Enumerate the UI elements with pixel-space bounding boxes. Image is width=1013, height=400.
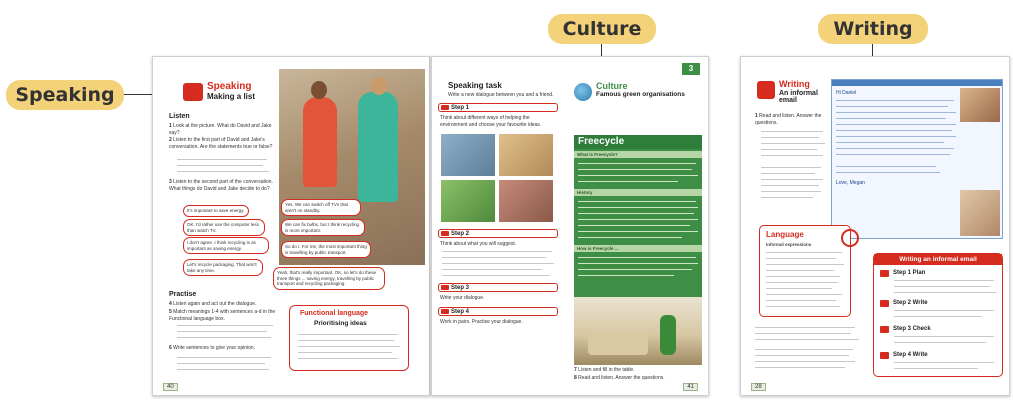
step-2-text: Think about what you will suggest. <box>440 241 517 247</box>
text-line <box>298 340 394 341</box>
text-line <box>177 369 269 370</box>
text-line <box>755 339 859 340</box>
text-line <box>177 171 269 172</box>
text-line <box>578 263 698 264</box>
speaking-task-title: Speaking task <box>448 81 502 90</box>
photo-woman <box>498 133 554 177</box>
text-line <box>894 342 986 343</box>
text-line <box>578 275 674 276</box>
text-line <box>766 270 834 271</box>
text-line <box>761 185 819 186</box>
writing-step-1: Step 1 Plan <box>880 270 996 276</box>
dialogue-bubble: Yeah, that's really important. OK, so let's do these three things ... saving energy, travelling by public transport and recycling packaging. <box>273 267 385 290</box>
text-line <box>298 358 398 359</box>
question-3: 3 Listen to the second part of the conversation. What things do David and Jake decide to do? <box>169 179 273 192</box>
speaking-title: Speaking <box>207 81 252 92</box>
boy-head-right <box>371 77 387 95</box>
boy-figure-right <box>358 92 398 202</box>
text-line <box>761 137 819 138</box>
listen-heading: Listen <box>169 113 190 120</box>
step-2-label: Step 2 <box>438 229 558 238</box>
speaking-callout: Speaking <box>6 80 124 110</box>
sofa-shape <box>588 333 648 355</box>
text-line <box>894 310 994 311</box>
dialogue-bubble: Yes. We can switch off TVs that aren't on standby. <box>281 199 361 216</box>
photo-cycling <box>440 133 496 177</box>
text-line <box>761 149 817 150</box>
text-line <box>894 292 996 293</box>
text-line <box>894 280 994 281</box>
text-line <box>766 300 836 301</box>
text-line <box>578 163 696 164</box>
text-line <box>761 143 825 144</box>
text-line <box>755 367 845 368</box>
globe-icon <box>574 83 592 101</box>
text-line <box>894 362 994 363</box>
text-line <box>761 167 821 168</box>
step-4-text: Work in pairs. Practise your dialogue. <box>440 319 523 325</box>
question-4: 4 Listen again and act out the dialogue. <box>169 301 257 307</box>
text-line <box>578 237 682 238</box>
text-line <box>442 275 550 276</box>
text-line <box>442 257 546 258</box>
question-2: 2 Listen to the first part of David and Jake's conversation. Are the statements true or false? <box>169 137 273 150</box>
text-line <box>836 100 954 101</box>
text-line <box>177 159 267 160</box>
question-8: 8 Read and listen. Answer the questions. <box>574 375 665 381</box>
email-title-bar <box>832 80 1002 86</box>
email-photo-2 <box>960 190 1000 236</box>
pen-icon <box>757 81 775 99</box>
freecycle-banner: Freecycle <box>574 135 702 149</box>
text-line <box>761 191 821 192</box>
text-line <box>836 130 952 131</box>
text-line <box>766 264 844 265</box>
question-6: 6 Write sentences to give your opinion. <box>169 345 256 351</box>
text-line <box>766 288 832 289</box>
text-line <box>578 169 692 170</box>
step-3-text: Write your dialogue. <box>440 295 485 301</box>
text-line <box>755 349 853 350</box>
magnifier-icon <box>841 229 859 247</box>
history-heading: History <box>574 189 702 196</box>
text-line <box>766 252 842 253</box>
culture-page <box>431 56 709 396</box>
email-greeting: Hi Daniel <box>836 90 857 96</box>
language-title: Language <box>766 230 804 239</box>
writing-step-4: Step 4 Write <box>880 352 996 358</box>
question-1: 1 Look at the picture. What do David and Jake say? <box>169 123 272 136</box>
text-line <box>177 363 265 364</box>
email-window <box>831 79 1003 239</box>
text-line <box>761 173 815 174</box>
dialogue-bubble: Let's recycle packaging. That won't take any time. <box>183 259 263 276</box>
culture-callout: Culture <box>548 14 656 44</box>
text-line <box>761 197 813 198</box>
text-line <box>836 148 954 149</box>
text-line <box>761 131 823 132</box>
text-line <box>836 166 936 167</box>
culture-title: Culture <box>596 81 628 91</box>
text-line <box>298 352 392 353</box>
writing-steps-box <box>873 253 1003 377</box>
text-line <box>836 112 956 113</box>
person-figure <box>660 315 676 355</box>
step-1-text: Think about different ways of helping the environment and choose your favourite ideas. <box>440 115 542 128</box>
writing-step-3: Step 3 Check <box>880 326 996 332</box>
text-line <box>836 172 940 173</box>
text-line <box>177 325 273 326</box>
language-subtitle: Informal expressions <box>766 242 812 247</box>
text-line <box>761 179 823 180</box>
functional-language-title: Functional language <box>300 310 369 317</box>
dialogue-bubble: I don't agree. I think recycling is as important as saving energy. <box>183 237 269 254</box>
text-line <box>578 269 692 270</box>
text-line <box>755 333 851 334</box>
writing-callout: Writing <box>818 14 928 44</box>
writing-page <box>740 56 1010 396</box>
text-line <box>894 316 982 317</box>
text-line <box>894 368 978 369</box>
speaking-subtitle: Making a list <box>207 92 256 101</box>
boy-head-left <box>311 81 327 99</box>
text-line <box>755 355 849 356</box>
what-is-heading: What is Freecycle? <box>574 151 702 158</box>
sofa-photo <box>574 297 702 365</box>
step-1-label: Step 1 <box>438 103 558 112</box>
practise-heading: Practise <box>169 291 197 298</box>
step-3-label: Step 3 <box>438 283 558 292</box>
freecycle-article <box>574 149 702 299</box>
question-1: 1 Read and listen. Answer the questions. <box>755 113 822 126</box>
speaking-task-subtitle: Write a new dialogue between you and a friend. <box>448 92 554 98</box>
text-line <box>766 306 840 307</box>
text-line <box>442 269 542 270</box>
text-line <box>578 181 678 182</box>
dialogue-bubble: We can fix bulbs, but I think recycling is more important. <box>281 219 365 236</box>
page-number: 41 <box>683 383 698 391</box>
dialogue-bubble: OK. I'd rather use the computer less than watch TV. <box>183 219 265 236</box>
text-line <box>836 106 948 107</box>
text-line <box>177 337 271 338</box>
functional-language-box <box>289 305 409 371</box>
text-line <box>894 286 990 287</box>
text-line <box>578 231 698 232</box>
question-7: 7 Listen and fill in the table. <box>574 367 635 373</box>
how-is-heading: How is Freecycle ... <box>574 245 702 252</box>
dialogue-bubble: It's important to save energy. <box>183 205 249 217</box>
speaking-page <box>152 56 430 396</box>
text-line <box>578 213 694 214</box>
question-5: 5 Match meanings 1-4 with sentences a-d in the Functional language box. <box>169 309 276 322</box>
text-line <box>766 276 840 277</box>
writing-step-2: Step 2 Write <box>880 300 996 306</box>
page-number: 40 <box>163 383 178 391</box>
speech-bubble-icon <box>183 83 203 101</box>
culture-subtitle: Famous green organisations <box>596 91 685 98</box>
text-line <box>766 282 838 283</box>
text-line <box>894 336 994 337</box>
photo-garden <box>440 179 496 223</box>
photo-children <box>498 179 554 223</box>
writing-steps-title: Writing an informal email <box>874 254 1002 265</box>
functional-language-subtitle: Prioritising ideas <box>314 320 367 327</box>
text-line <box>836 118 946 119</box>
dialogue-bubble: So do I. For me, the most important thing is travelling by public transport. <box>281 241 371 258</box>
text-line <box>578 207 698 208</box>
writing-subtitle: An informal email <box>779 90 818 104</box>
text-line <box>177 357 271 358</box>
text-line <box>755 327 855 328</box>
text-line <box>766 294 842 295</box>
text-line <box>298 334 398 335</box>
email-photo-1 <box>960 88 1000 122</box>
page-number: 28 <box>751 383 766 391</box>
text-line <box>755 361 855 362</box>
text-line <box>442 251 552 252</box>
text-line <box>177 331 267 332</box>
text-line <box>298 346 400 347</box>
text-line <box>442 263 554 264</box>
text-line <box>578 219 698 220</box>
text-line <box>578 225 690 226</box>
writing-title: Writing <box>779 79 810 89</box>
boy-figure-left <box>303 97 337 187</box>
text-line <box>766 258 836 259</box>
text-line <box>177 165 263 166</box>
text-line <box>578 175 698 176</box>
language-box <box>759 225 851 317</box>
text-line <box>836 124 956 125</box>
text-line <box>578 257 696 258</box>
text-line <box>836 154 950 155</box>
text-line <box>578 201 696 202</box>
text-line <box>836 142 944 143</box>
step-4-label: Step 4 <box>438 307 558 316</box>
text-line <box>761 155 823 156</box>
email-signoff: Love, Megan <box>836 180 865 186</box>
unit-badge: 3 <box>682 63 700 75</box>
text-line <box>836 136 956 137</box>
